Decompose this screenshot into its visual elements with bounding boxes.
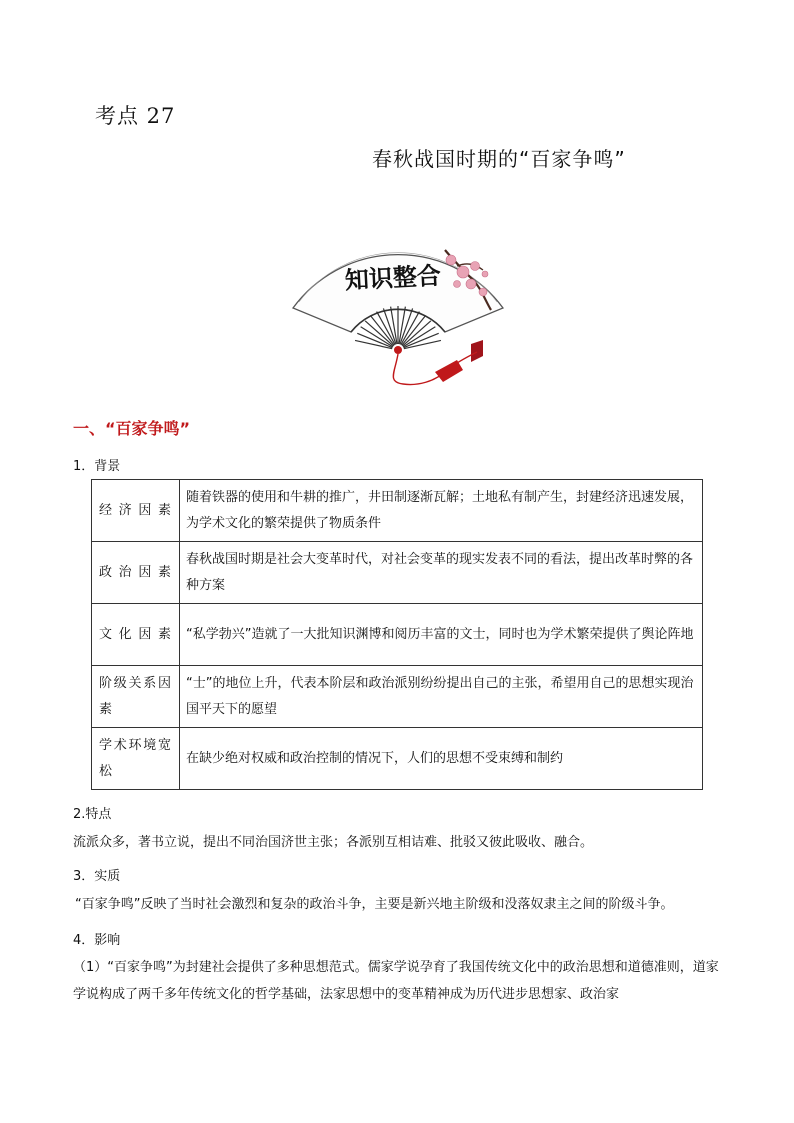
page-title: 春秋战国时期的“百家争鸣” [372, 147, 626, 171]
table-value: 春秋战国时期是社会大变革时代，对社会变革的现实发表不同的看法，提出改革时弊的各种方案 [180, 542, 703, 604]
impact-label: 4．影响 [73, 933, 121, 948]
table-key: 阶级关系因素 [92, 666, 180, 728]
table-value: 随着铁器的使用和牛耕的推广，井田制逐渐瓦解；土地私有制产生，封建经济迅速发展，为学术文化的繁荣提供了物质条件 [180, 480, 703, 542]
table-row [92, 604, 703, 666]
topic-number: 考点 27 [95, 104, 176, 128]
table-value: “私学勃兴”造就了一大批知识渊博和阅历丰富的文士，同时也为学术繁荣提供了舆论阵地 [180, 604, 703, 666]
fan-banner [285, 222, 511, 392]
background-table [91, 479, 703, 790]
table-key: 经济因素 [92, 480, 180, 542]
tassel [435, 360, 463, 382]
table-key: 文化因素 [92, 604, 180, 666]
fan-rib [355, 340, 392, 348]
table-key: 政治因素 [92, 542, 180, 604]
features-label: 2.特点 [73, 807, 112, 822]
fan-pivot [394, 346, 402, 354]
table-row [92, 542, 703, 604]
impact-text: （1）“百家争鸣”为封建社会提供了多种思想范式。儒家学说孕育了我国传统文化中的政治思想和道德准则，道家学说构成了两千多年传统文化的哲学基础，法家思想中的变革精神成为历代进步思想家、政治家 [73, 960, 719, 1002]
fan-rib [404, 340, 441, 348]
table-value: “士”的地位上升，代表本阶层和政治派别纷纷提出自己的主张，希望用自己的思想实现治国平天下的愿望 [180, 666, 703, 728]
table-row [92, 666, 703, 728]
table-row [92, 480, 703, 542]
table-row [92, 728, 703, 790]
table-value: 在缺少绝对权威和政治控制的情况下，人们的思想不受束缚和制约 [180, 728, 703, 790]
table-key: 学术环境宽松 [92, 728, 180, 790]
section-heading: 一、“百家争鸣” [73, 419, 191, 438]
background-label: 1．背景 [73, 459, 121, 474]
features-text: 流派众多，著书立说，提出不同治国济世主张；各派别互相诘难、批驳又彼此吸收、融合。 [73, 835, 594, 850]
essence-text: “百家争鸣”反映了当时社会激烈和复杂的政治斗争，主要是新兴地主阶级和没落奴隶主之间的阶级斗争。 [75, 897, 674, 912]
banner-title: 知识整合 [344, 260, 442, 295]
essence-label: 3．实质 [73, 869, 121, 884]
